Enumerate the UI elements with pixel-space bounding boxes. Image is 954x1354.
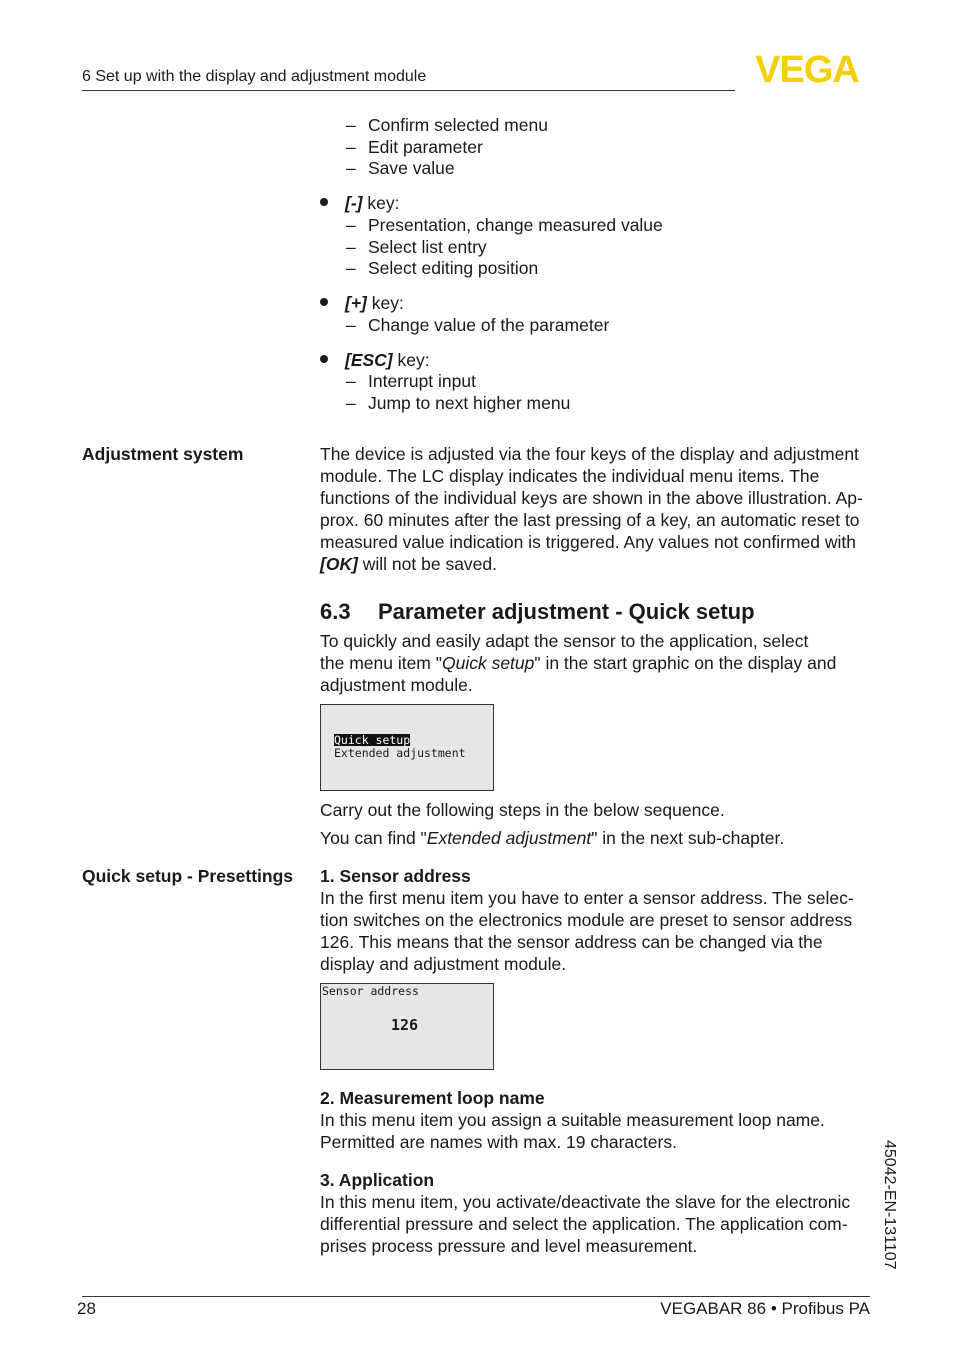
lcd-menu-screen (320, 704, 494, 791)
adjustment-system-text: The device is adjusted via the four keys of the display and adjustment module. The LC display indicates the individual menu items. The functions of the individual keys are shown in the above illustration. Ap- prox. 60 minutes after the last pressing of a key, an automatic reset to measured value indication is triggered. Any values not confirmed with [OK] will not be saved. (320, 444, 863, 574)
intro-text: To quickly and easily adapt the sensor to the application, select the menu item "Quick setup" in the start graphic on the display and adjustment module. (320, 631, 837, 695)
bullet-icon (320, 298, 328, 306)
carry-out-text: Carry out the following steps in the below sequence. (320, 800, 725, 820)
section-heading: 6.3 Parameter adjustment - Quick setup (320, 599, 755, 624)
page-number: 28 (77, 1299, 96, 1318)
adjustment-system-label: Adjustment system (82, 444, 244, 464)
find-text: You can find "Extended adjustment" in the next sub-chapter. (320, 828, 785, 848)
step3-title: 3. Application (320, 1170, 435, 1190)
bullet-icon (320, 355, 328, 363)
esc-key-label: [ESC] key: (345, 350, 430, 370)
step1-title: 1. Sensor address (320, 866, 471, 886)
footer-rule (82, 1296, 870, 1297)
lcd-selected-item: Quick setup (334, 733, 411, 747)
minus-key-label: [-] key: (345, 193, 400, 213)
header-rule (82, 90, 735, 91)
vega-logo (742, 52, 872, 84)
lcd-address-title: Sensor address (322, 984, 419, 998)
svg-text:VEGA: VEGA (755, 52, 859, 84)
lcd-address-screen (320, 983, 494, 1070)
step1-block: 1. Sensor address In the first menu item you have to enter a sensor address. The selec- tion switches on the electronics module are preset to sensor address 126. This means that the sensor address can be changed via the display and adjustment module. (320, 865, 880, 975)
step3-block: 3. Application In this menu item, you activate/deactivate the slave for the electronic differential pressure and select the application. The application com- prises process pressure and level measurement. (320, 1169, 880, 1257)
bullet-icon (320, 198, 328, 206)
lcd-menu-item: Extended adjustment (334, 746, 466, 760)
lcd-address-value: 126 (391, 1016, 419, 1034)
presettings-label: Quick setup - Presettings (82, 866, 294, 886)
running-header: 6 Set up with the display and adjustment module (82, 68, 427, 85)
step2-block: 2. Measurement loop name In this menu item you assign a suitable measurement loop name. Permitted are names with max. 19 characters. (320, 1087, 880, 1153)
product-name: VEGABAR 86 • Profibus PA (660, 1299, 870, 1318)
doc-code: 45042-EN-131107 (881, 1140, 898, 1270)
step2-title: 2. Measurement loop name (320, 1088, 545, 1108)
plus-key-label: [+] key: (345, 293, 404, 313)
